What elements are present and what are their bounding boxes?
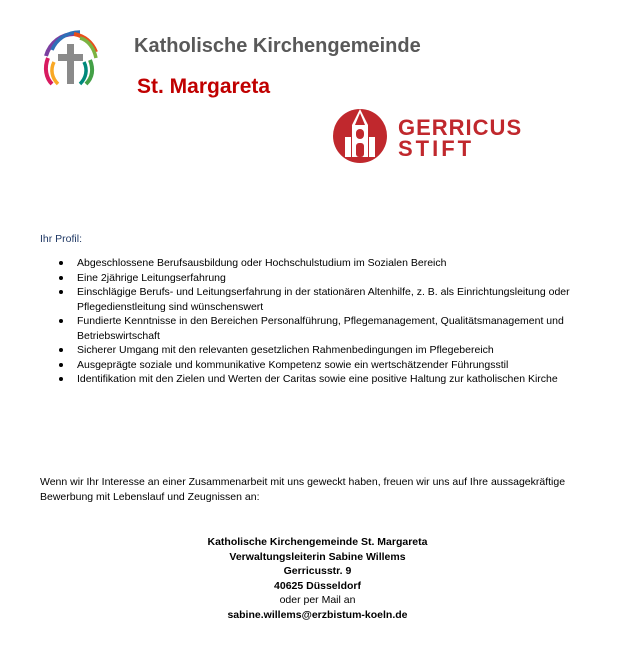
profile-list — [40, 256, 600, 387]
address-city: 40625 Düsseldorf — [274, 579, 361, 592]
parish-name: Katholische Kirchengemeinde — [134, 35, 421, 57]
partner-logo-line1: GERRICUS — [398, 115, 523, 140]
list-item: Identifikation mit den Zielen und Werten der Caritas sowie eine positive Haltung zur katholischen Kirche — [40, 372, 600, 387]
application-intro: Wenn wir Ihr Interesse an einer Zusammenarbeit mit uns geweckt haben, freuen wir uns auf Ihre aussagekräftige Bewerbung mit Lebenslauf und Zeugnissen an: — [40, 476, 566, 503]
church-tower-logo-icon — [330, 103, 390, 165]
parish-cross-logo-icon — [40, 28, 102, 88]
list-item: Abgeschlossene Berufsausbildung oder Hochschulstudium im Sozialen Bereich — [40, 256, 600, 271]
list-item: Einschlägige Berufs- und Leitungserfahrung in der stationären Altenhilfe, z. B. als Einrichtungsleitung oder Pflegedienstleitung sind wünschenswert — [40, 285, 600, 314]
address-street: Gerricusstr. 9 — [283, 565, 352, 578]
parish-location: St. Margareta — [137, 75, 271, 98]
partner-logo-line2: STIFT — [398, 136, 475, 161]
address-org: Katholische Kirchengemeinde St. Margareta — [207, 536, 428, 548]
list-item: Sicherer Umgang mit den relevanten gesetzlichen Rahmenbedingungen im Pflegebereich — [40, 343, 600, 358]
email-link[interactable]: sabine.willems@erzbistum-koeln.de — [227, 608, 408, 621]
application-address — [0, 535, 635, 623]
list-item: Ausgeprägte soziale und kommunikative Kompetenz sowie ein wertschätzender Führungsstil — [40, 358, 600, 373]
list-item: Eine 2jährige Leitungserfahrung — [40, 271, 600, 286]
address-contact: Verwaltungsleiterin Sabine Willems — [229, 550, 406, 563]
address-or-mail: oder per Mail an — [279, 594, 356, 607]
list-item: Fundierte Kenntnisse in den Bereichen Personalführung, Pflegemanagement, Qualitätsmanagement und Betriebswirtschaft — [40, 314, 600, 343]
profile-heading: Ihr Profil: — [40, 233, 83, 245]
